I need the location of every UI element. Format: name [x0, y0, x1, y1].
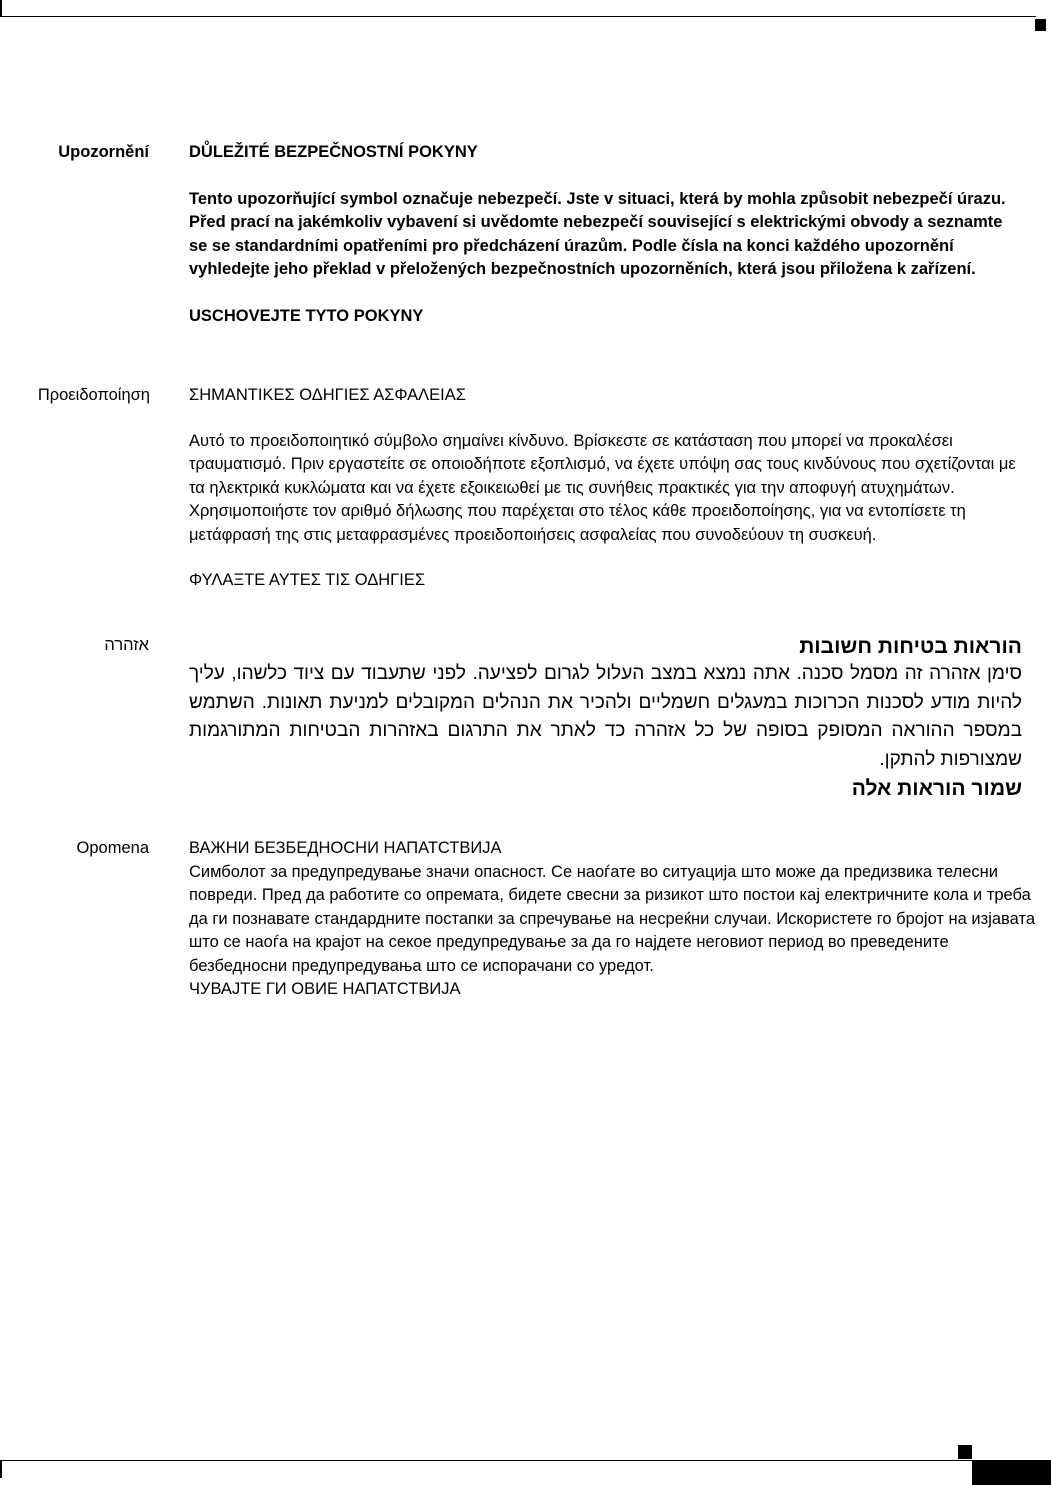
- warning-heading: DŮLEŽITÉ BEZPEČNOSTNÍ POKYNY: [189, 143, 478, 161]
- warning-heading: הוראות בטיחות חשובות: [799, 635, 1022, 658]
- warning-label: Opomena: [76, 839, 149, 857]
- warning-label: Upozornění: [58, 143, 149, 161]
- warning-label: אזהרה: [104, 636, 149, 654]
- warning-content: [189, 384, 1024, 593]
- bottom-left-crop-mark: [0, 1460, 2, 1478]
- warning-footer: USCHOVEJTE TYTO POKYNY: [189, 306, 424, 325]
- top-left-crop-mark: [0, 0, 2, 17]
- warning-heading: ΣΗΜΑΝΤΙΚΕΣ ΟΔΗΓΙΕΣ ΑΣΦΑΛΕΙΑΣ: [189, 386, 466, 404]
- warning-body: Tento upozorňující symbol označuje nebezpečí. Jste v situaci, která by mohla způsobit nebezpečí úrazu. Před prací na jakémkoliv vybavení si uvědomte nebezpečí související s elektrickými obvody a seznamte se se standardními opatřeními pro předcházení úrazům. Podle čísla na konci každého upozornění vyhledejte jeho překlad v přeložených bezpečnostních upozorněních, která jsou přiložena k zařízení.: [189, 189, 1006, 278]
- warning-content: [189, 141, 1024, 328]
- warning-content: [189, 634, 1022, 804]
- warning-body: Симболот за предупредување значи опасност. Се наоѓате во ситуација што може да предизвика телесни повреди. Пред да работите со опремата, бидете свесни за ризикот што постои кај електричните кола и треба да ги познавате стандардните постапки за спречување на несреќни случаи. Искористете го бројот на изјавата што се наоѓа на крајот на секое предупредување за да го најдете неговиот период во преведените безбедносни предупредувања што се испорачани со уредот.: [189, 862, 1035, 975]
- warning-footer: ΦΥΛΑΞΤΕ ΑΥΤΕΣ ΤΙΣ ΟΔΗΓΙΕΣ: [189, 571, 426, 589]
- footer-page-tab: [972, 1460, 1051, 1485]
- footer-square-marker: [958, 1445, 972, 1459]
- warning-footer: שמור הוראות אלה: [851, 777, 1022, 800]
- warning-body: Αυτό το προειδοποιητικό σύμβολο σημαίνει κίνδυνο. Βρίσκεστε σε κατάσταση που μπορεί να προκαλέσει τραυματισμό. Πριν εργαστείτε σε οποιοδήποτε εξοπλισμό, να έχετε υπόψη σας τους κινδύνους που σχετίζονται με τα ηλεκτρικά κυκλώματα και να έχετε εξοικειωθεί με τις συνήθεις πρακτικές για την αποφυγή ατυχημάτων. Χρησιμοποιήστε τον αριθμό δήλωσης που παρέχεται στο τέλος κάθε προειδοποίησης, για να εντοπίσετε τη μετάφρασή της στις μεταφρασμένες προειδοποιήσεις ασφαλείας που συνοδεύουν τη συσκευή.: [189, 431, 1016, 544]
- warning-footer: ЧУВАЈТЕ ГИ ОВИЕ НАПАТСТВИЈА: [189, 980, 461, 998]
- warning-content: [189, 837, 1039, 1002]
- warning-body: סימן אזהרה זה מסמל סכנה. אתה נמצא במצב העלול לגרום לפציעה. לפני שתעבוד עם ציוד כלשהו, עליך להיות מודע לסכנות הכרוכות במעגלים חשמליים ולהכיר את הנהלים המקובלים למניעת תאונות. השתמש במספר ההוראה המסופק בסופה של כל אזהרה כד לאתר את התרגום באזהרות הבטיחות המתורגמות שמצורפות להתקן.: [189, 663, 1022, 770]
- warning-label: Προειδοποίηση: [37, 386, 150, 404]
- header-square-marker: [1035, 19, 1046, 31]
- header-rule: [0, 16, 1036, 17]
- warning-heading: ВАЖНИ БЕЗБЕДНОСНИ НАПАТСТВИЈА: [189, 839, 502, 857]
- footer-rule: [0, 1460, 972, 1461]
